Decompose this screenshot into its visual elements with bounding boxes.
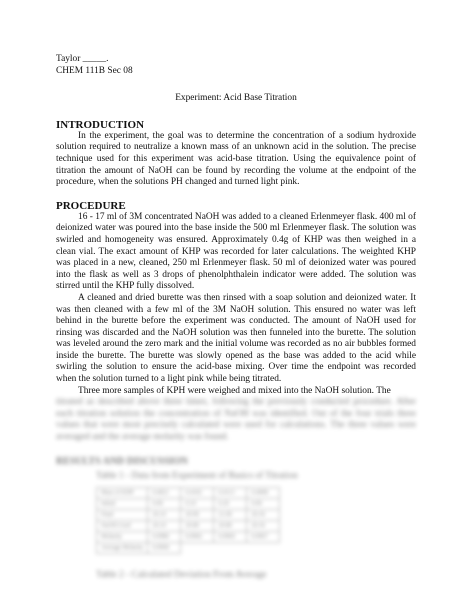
obscured-preview-region	[56, 397, 416, 581]
table-row: Mass of KHP 0.4021 0.4102 0.4113 0.4008	[97, 487, 280, 498]
table-row: Final 20.10 20.90 21.00 20.30	[97, 509, 280, 520]
procedure-paragraph-1: 16 - 17 ml of 3M concentrated NaOH was added to a cleaned Erlenmeyer flask. 400 ml of deionized water was poured into the base inside the 500 ml Erlenmeyer flask. The solution was swirled and homogeneity was ensured. Approximately 0.4g of KHP was then weighed in a clean vial. The exact amount of KHP was recorded for later calculations. The weighted KHP was placed in a new, cleaned, 250 ml Erlenmeyer flask. 50 ml of deionized water was poured into the flask as well as 3 drops of phenolphthalein indicator were added. The solution was stirred until the KHP fully dissolved.	[56, 211, 416, 292]
introduction-heading: INTRODUCTION	[56, 118, 145, 131]
table-row: Initial 0.00 0.10 0.20 0.00	[97, 498, 280, 509]
document-content	[56, 54, 416, 581]
procedure-paragraph-3: Three more samples of KPH were weighed and mixed into the NaOH solution. The	[78, 385, 391, 396]
section-spacer	[56, 189, 416, 200]
table-2-caption: Table 2 - Calculated Deviation From Average	[96, 569, 267, 580]
data-table	[96, 487, 280, 554]
table-row: NaOH Used 20.10 20.80 20.80 20.30	[97, 520, 280, 531]
procedure-heading: PROCEDURE	[56, 199, 126, 212]
course-label: CHEM 111B Sec 08	[56, 65, 133, 76]
obscured-continuation-text: titrated as described above three times, following the previously conducted procedure. After each titration solution the concentration of NaOH was identified. Out of the four trials three values that were most precisely calculated were used for calculations. The three values were averaged and the average molarity was found.	[56, 397, 416, 443]
document-title: Experiment: Acid Base Titration	[175, 93, 297, 104]
table-row: Average Molarity 0.0968	[97, 542, 280, 553]
introduction-paragraph: In the experiment, the goal was to determine the concentration of a sodium hydroxide solution required to neutralize a known mass of an unknown acid in the solution. The precise technique used for this experiment was acid-base titration. Using the equivalence point of titration the amount of NaOH can be found by recording the volume at the endpoint of the procedure, when the solutions PH changed and turned light pink.	[56, 130, 416, 188]
procedure-paragraph-2: A cleaned and dried burette was then rinsed with a soap solution and deionized water. It was then cleaned with a few ml of the 3M NaOH solution. This ensured no water was left behind in the burette before the experiment was conducted. The amount of NaOH used for rinsing was discarded and the NaOH solution was then funneled into the burette. The solution was leveled around the zero mark and the initial volume was recorded as no air bubbles formed inside the burette. The burette was slowly opened as the base was added to the acid while swirling the solution to ensure the acid-base mixing. Over time the endpoint was recorded when the solution turned to a light pink while being titrated.	[56, 292, 416, 385]
student-name: Taylor _____.	[56, 54, 109, 64]
results-heading: RESULTS AND DISCUSSION	[56, 455, 188, 467]
table-row: Molarity 0.0980 0.0966 0.0969 0.0967	[97, 531, 280, 542]
table-1-caption: Table 1 - Data from Experiment of Basics of Titration	[96, 471, 298, 482]
